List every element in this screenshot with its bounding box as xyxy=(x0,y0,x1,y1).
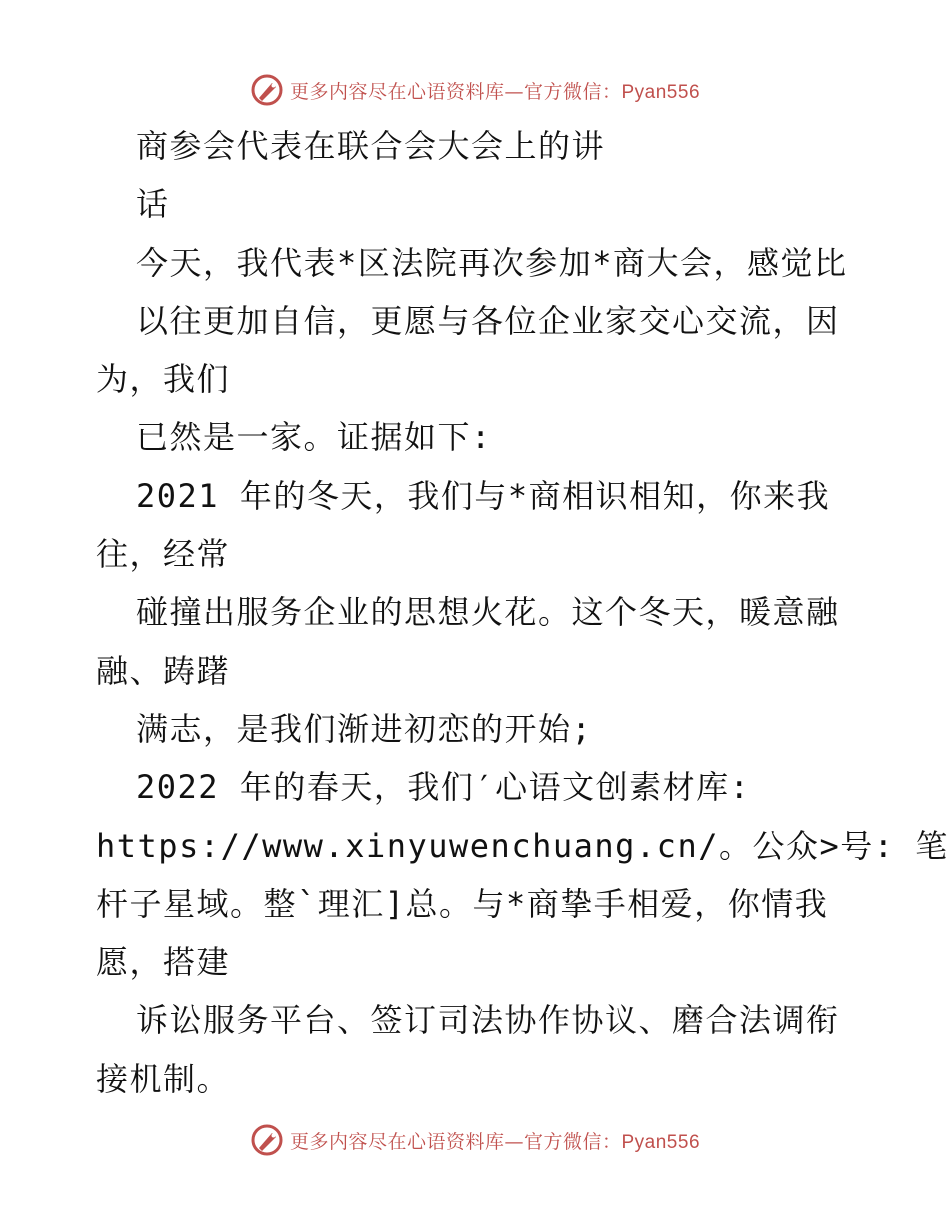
text-line: 接机制。 xyxy=(96,1059,231,1098)
text-line: 碰撞出服务企业的思想火花。这个冬天，暖意融 xyxy=(136,593,840,632)
text-line: 满志，是我们渐进初恋的开始; xyxy=(136,709,593,748)
text-line: 融、踌躇 xyxy=(96,651,231,690)
text-line: 以往更加自信，更愿与各位企业家交心交流，因 xyxy=(136,301,840,340)
text-line: 诉讼服务平台、签订司法协作协议、磨合法调衔 xyxy=(136,1001,840,1040)
text-line: 话 xyxy=(136,185,170,224)
text-line: 2021 年的冬天，我们与*商相识相知，你来我 xyxy=(136,476,831,515)
text-line: 商参会代表在联合会大会上的讲 xyxy=(136,127,606,165)
header-watermark xyxy=(0,70,950,110)
watermark-text: 更多内容尽在心语资料库—官方微信：Pyan556 xyxy=(289,80,701,103)
watermark-text: 更多内容尽在心语资料库—官方微信：Pyan556 xyxy=(289,1130,701,1153)
text-line: 2022 年的春天，我们′心语文创素材库: xyxy=(136,768,751,807)
pen-nib-logo-icon xyxy=(250,73,284,107)
pen-nib-logo-icon xyxy=(250,1123,284,1157)
text-line: 杆子星域。整`理汇]总。与*商挚手相爱，你情我 xyxy=(96,884,829,923)
text-line: https://www.xinyuwenchuang.cn/。公众>号: 笔 xyxy=(96,826,949,865)
text-line: 为，我们 xyxy=(96,360,231,399)
watermark-account: Pyan556 xyxy=(621,81,701,103)
text-line: 今天，我代表*区法院再次参加*商大会，感觉比 xyxy=(136,243,848,282)
text-line: 愿，搭建 xyxy=(96,943,231,982)
footer-watermark xyxy=(0,1120,950,1160)
text-line: 已然是一家。证据如下: xyxy=(136,418,492,457)
watermark-account: Pyan556 xyxy=(621,1131,701,1153)
document-body xyxy=(96,117,949,1108)
text-line: 往，经常 xyxy=(96,535,231,574)
